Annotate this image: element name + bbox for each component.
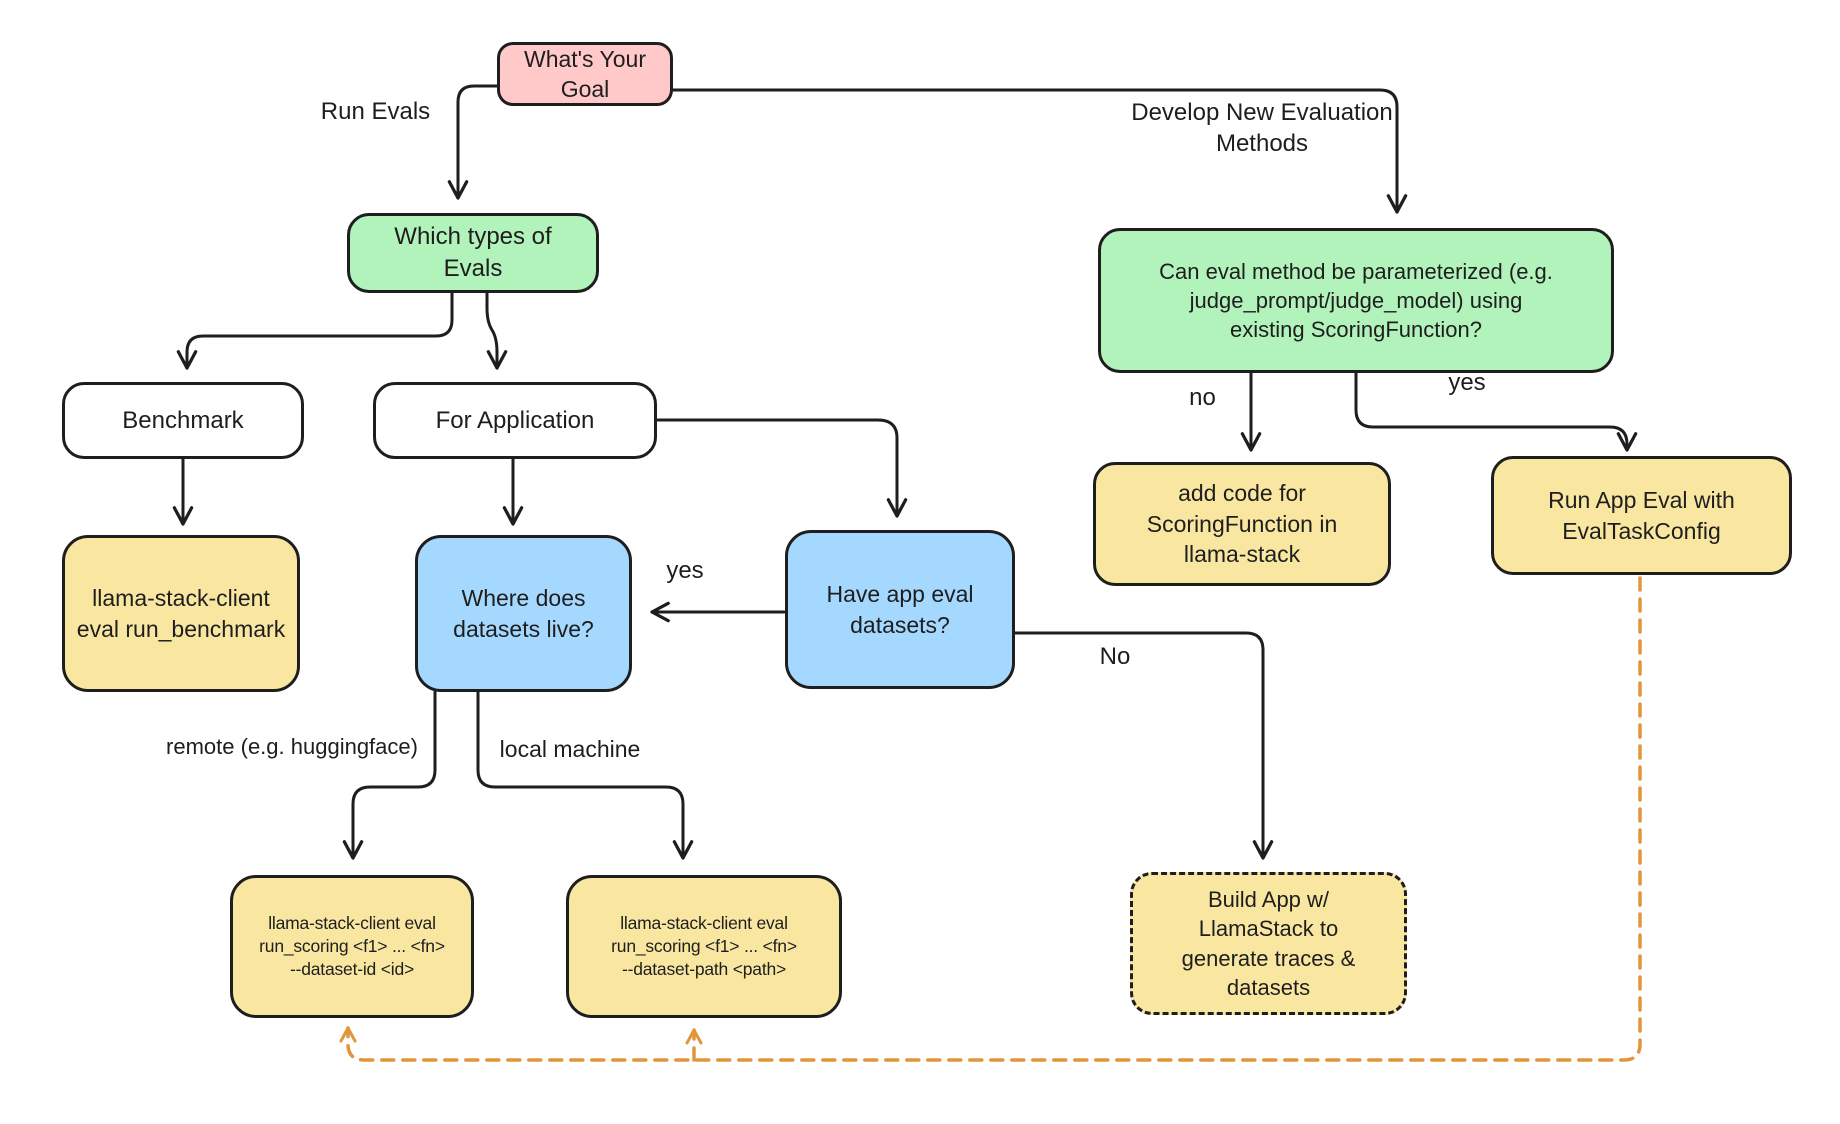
node-benchmark: Benchmark bbox=[62, 382, 304, 459]
edge-goal-to-which-types bbox=[458, 86, 497, 198]
node-which-types-of-evals: Which types of Evals bbox=[347, 213, 599, 293]
edge-which-types-to-benchmark bbox=[187, 292, 452, 368]
node-have-app-eval-datasets: Have app eval datasets? bbox=[785, 530, 1015, 689]
edge-label-local-machine: local machine bbox=[499, 736, 641, 762]
node-for-application: For Application bbox=[373, 382, 657, 459]
edge-label-develop-new-evaluation-methods: Develop New Evaluation Methods bbox=[1131, 99, 1393, 157]
node-can-eval-method-be-parameterized: Can eval method be parameterized (e.g. judge_prompt/judge_model) using existing ScoringFunction? bbox=[1098, 228, 1614, 373]
edge-label-run-evals: Run Evals bbox=[320, 98, 431, 125]
edge-where-datasets-to-run-scoring-id bbox=[353, 691, 435, 858]
node-build-app-with-llamastack: Build App w/ LlamaStack to generate traces & datasets bbox=[1130, 872, 1407, 1015]
node-add-code-for-scoringfunction: add code for ScoringFunction in llama-stack bbox=[1093, 462, 1391, 586]
edge-label-yes-have-datasets: yes bbox=[666, 557, 704, 584]
edge-label-remote-huggingface: remote (e.g. huggingface) bbox=[166, 734, 418, 759]
edge-where-datasets-to-run-scoring-path bbox=[478, 691, 683, 858]
edge-label-no-have-datasets: No bbox=[1099, 643, 1131, 670]
edge-label-no-parameterized: no bbox=[1189, 384, 1216, 411]
node-run-benchmark-command: llama-stack-client eval run_benchmark bbox=[62, 535, 300, 692]
node-run-app-eval-with-evaltaskconfig: Run App Eval with EvalTaskConfig bbox=[1491, 456, 1792, 575]
edge-label-yes-parameterized: yes bbox=[1448, 369, 1486, 396]
node-where-does-datasets-live: Where does datasets live? bbox=[415, 535, 632, 692]
edge-which-types-to-for-application bbox=[487, 292, 497, 368]
edge-for-application-to-have-datasets bbox=[657, 420, 897, 516]
node-whats-your-goal: What's Your Goal bbox=[497, 42, 673, 106]
node-run-scoring-dataset-id-command: llama-stack-client eval run_scoring <f1> ... <fn> --dataset-id <id> bbox=[230, 875, 474, 1018]
node-run-scoring-dataset-path-command: llama-stack-client eval run_scoring <f1> ... <fn> --dataset-path <path> bbox=[566, 875, 842, 1018]
